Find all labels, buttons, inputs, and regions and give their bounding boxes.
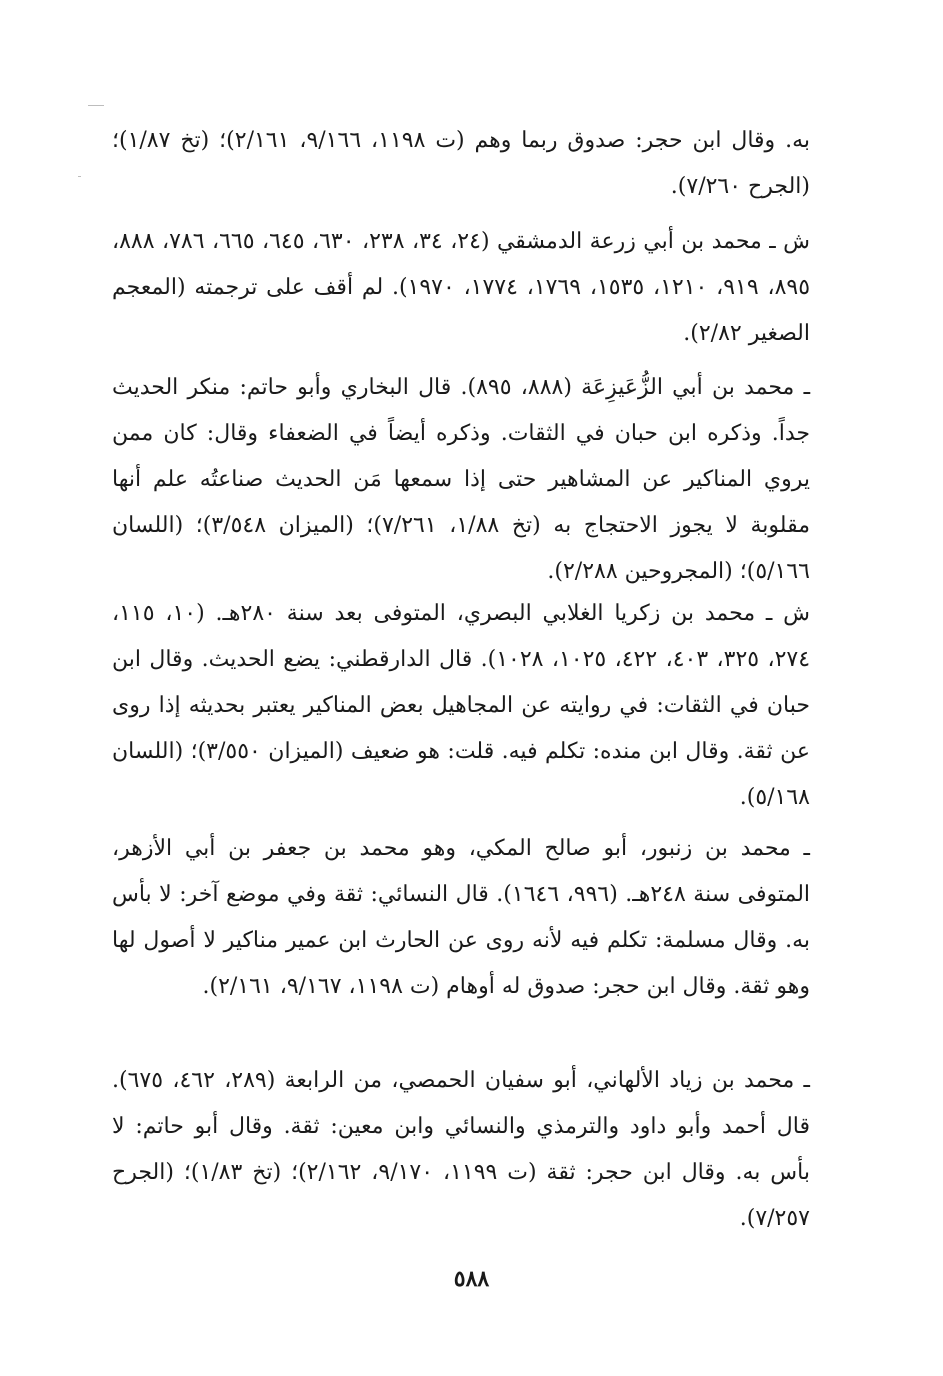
biography-entry: ش ـ محمد بن زكريا الغلابي البصري، المتوفى بعد سنة ٢٨٠هـ. (١٠، ١١٥، ٢٧٤، ٣٢٥، ٤٠٣، ٤٢٢، ١٠٢٥، ١٠٢٨). قال الدارقطني: يضع الحديث. وقال ابن حبان في الثقات: في روايته عن المجاهيل بعض المناكير يعتبر بحديثه إذا روى عن ثقة. وقال ابن منده: تكلم فيه. قلت: هو ضعيف (الميزان ٣/٥٥٠)؛ (اللسان ٥/١٦٨). [112,601,811,810]
biography-entry: ـ محمد بن زنبور، أبو صالح المكي، وهو محمد بن جعفر بن أبي الأزهر، المتوفى سنة ٢٤٨هـ. (٩٩٦، ١٦٤٦). قال النسائي: ثقة وفي موضع آخر: لا بأس به. وقال مسلمة: تكلم فيه لأنه روى عن الحارث ابن عمير مناكير لا أصول لها وهو ثقة. وقال ابن حجر: صدوق له أوهام (ت ١١٩٨، ٩/١٦٧، ٢/١٦١). [112,836,811,999]
biography-entry: ـ محمد بن زياد الألهاني، أبو سفيان الحمصي، من الرابعة (٢٨٩، ٤٦٢، ٦٧٥). قال أحمد وأبو داود والترمذي والنسائي وابن معين: ثقة. وقال أبو حاتم: لا بأس به. وقال ابن حجر: ثقة (ت ١١٩٩، ٩/١٧٠، ٢/١٦٢)؛ (تخ ١/٨٣)؛ (الجرح ٧/٢٥٧). [112,1068,810,1231]
biography-entry: ـ محمد بن أبي الزُّعَيزِعَة (٨٨٨، ٨٩٥). قال البخاري وأبو حاتم: منكر الحديث جداً. وذكره ابن حبان في الثقات. وذكره أيضاً في الضعفاء وقال: كان ممن يروي المناكير عن المشاهير حتى إذا سمعها مَن الحديث صناعتُه علم أنها مقلوبة لا يجوز الاحتجاج به (تخ ١/٨٨، ٧/٢٦١)؛ (الميزان ٣/٥٤٨)؛ (اللسان ٥/١٦٦)؛ (المجروحين ٢/٢٨٨). [112,375,811,584]
scan-mark [78,176,81,177]
biography-entry: ش ـ محمد بن أبي زرعة الدمشقي (٢٤، ٣٤، ٢٣٨، ٦٣٠، ٦٤٥، ٦٦٥، ٧٨٦، ٨٨٨، ٨٩٥، ٩١٩، ١٢١٠، ١٥٣٥، ١٧٦٩، ١٧٧٤، ١٩٧٠). لم أقف على ترجمته (المعجم الصغير ٢/٨٢). [112,229,811,346]
page-number: ٥٨٨ [453,1266,490,1292]
scan-mark [88,105,104,106]
biography-entry: به. وقال ابن حجر: صدوق ربما وهم (ت ١١٩٨، ٩/١٦٦، ٢/١٦١)؛ (تخ ١/٨٧)؛ (الجرح ٧/٢٦٠). [112,128,810,199]
